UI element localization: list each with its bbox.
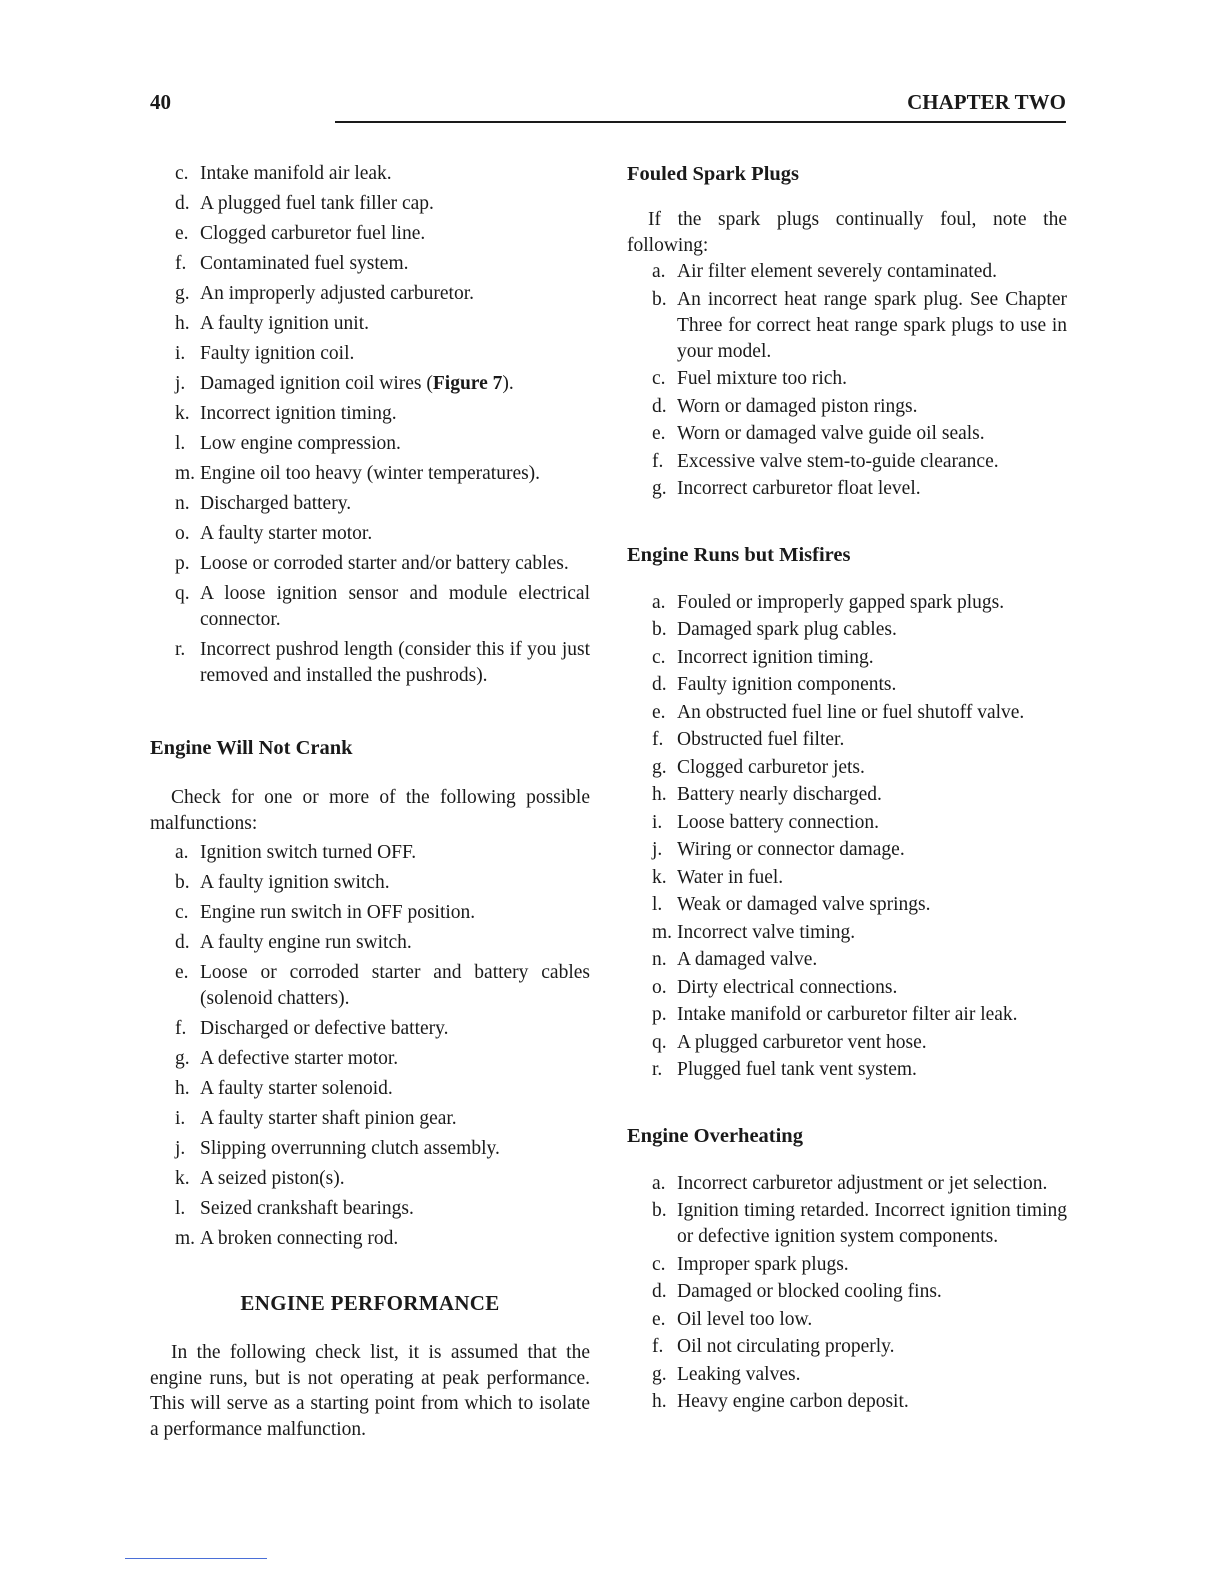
list-item-marker: f. <box>175 253 187 274</box>
list-item-text-main: Faulty ignition coil. <box>200 343 355 364</box>
list-item <box>150 191 590 217</box>
list-item-text <box>200 581 590 633</box>
list-item <box>150 311 590 337</box>
list-item-text <box>677 865 1067 891</box>
list-item-text <box>200 1136 590 1162</box>
list-item-text <box>200 1046 590 1072</box>
list-item-text-main: A loose ignition sensor and module electrical connector. <box>200 583 590 630</box>
list-item-marker: c. <box>175 163 189 184</box>
list-item-text <box>677 421 1067 447</box>
list-item <box>150 491 590 517</box>
list-item-text <box>677 590 1067 616</box>
list-item <box>150 1076 590 1102</box>
list-item-marker: a. <box>652 261 666 282</box>
list-item-marker: m. <box>175 1228 196 1249</box>
list-item-text-main: Fouled or improperly gapped spark plugs. <box>677 591 1005 613</box>
list-item-marker: d. <box>652 674 667 695</box>
list-item-text <box>200 1166 590 1192</box>
list-item <box>627 782 1067 808</box>
list-item-marker: e. <box>652 423 666 444</box>
list-item-text <box>200 900 590 926</box>
list-item <box>627 1279 1067 1305</box>
list-item-marker: q. <box>652 1031 667 1053</box>
list-item-text <box>677 947 1067 973</box>
list-item <box>150 221 590 247</box>
list-item-marker: h. <box>175 1078 190 1099</box>
list-item-text <box>200 431 590 457</box>
list-item-marker: e. <box>175 223 189 244</box>
list-item-text <box>677 1002 1067 1028</box>
list-item-text-tail: ). <box>502 373 514 394</box>
list-item-marker: j. <box>652 839 663 860</box>
list-item-text-main: Damaged spark plug cables. <box>677 619 897 640</box>
list-item-text <box>200 521 590 547</box>
list-item-marker: p. <box>175 553 190 574</box>
list-item-text-main: Incorrect ignition timing. <box>200 403 397 424</box>
list-item <box>627 366 1067 392</box>
list-item-marker: h. <box>175 313 190 334</box>
fouled-intro-paragraph: If the spark plugs continually foul, note the following: <box>627 209 1067 256</box>
list-item <box>627 892 1067 918</box>
list-item-marker: f. <box>175 1018 187 1039</box>
list-item-text <box>200 930 590 956</box>
left-column <box>150 161 590 1442</box>
list-item-text-main: A faulty starter solenoid. <box>200 1078 393 1099</box>
list-item-text-main: An obstructed fuel line or fuel shutoff valve. <box>677 701 1025 723</box>
list-item-text-main: Loose battery connection. <box>677 811 879 833</box>
list-item <box>627 755 1067 781</box>
list-item-text-main: Discharged battery. <box>200 493 352 514</box>
list-item-text-main: Oil not circulating properly. <box>677 1336 895 1357</box>
list-item <box>627 449 1067 475</box>
list-item-text <box>677 1279 1067 1305</box>
list-item-text-main: A damaged valve. <box>677 949 818 970</box>
list-item-marker: o. <box>652 976 667 998</box>
overheat-cause-list <box>627 1171 1067 1416</box>
list-item-text-main: Leaking valves. <box>677 1363 801 1385</box>
list-item <box>150 960 590 1012</box>
list-item <box>627 394 1067 420</box>
list-item <box>627 421 1067 447</box>
list-item <box>150 637 590 689</box>
list-item <box>627 1334 1067 1360</box>
list-item-text-main: A faulty starter motor. <box>200 523 373 544</box>
list-item-marker: a. <box>652 1172 666 1194</box>
list-item-text-main: Incorrect pushrod length (consider this if you just removed and installed the pushrods). <box>200 639 590 686</box>
list-item-text-main: Damaged or blocked cooling fins. <box>677 1281 942 1302</box>
list-item <box>627 975 1067 1001</box>
list-item-text <box>677 1030 1067 1056</box>
list-item-text <box>677 449 1067 475</box>
list-item <box>627 1198 1067 1250</box>
list-item-marker: i. <box>175 343 186 364</box>
section-heading-engine-performance: ENGINE PERFORMANCE <box>240 1291 500 1315</box>
list-item-text <box>200 161 590 187</box>
list-item <box>627 645 1067 671</box>
list-item-text-main: A faulty engine run switch. <box>200 932 412 953</box>
list-item <box>627 1171 1067 1197</box>
list-item-text <box>200 371 590 397</box>
list-item-text-main: Improper spark plugs. <box>677 1253 849 1275</box>
list-item-marker: k. <box>175 403 190 424</box>
list-item-text <box>677 1307 1067 1333</box>
list-item-text-main: Air filter element severely contaminated. <box>677 261 997 282</box>
list-item-text <box>677 920 1067 946</box>
figure-reference: Figure 7 <box>432 373 503 394</box>
list-item-marker: f. <box>652 1336 664 1357</box>
list-item-text-main: Incorrect valve timing. <box>677 921 856 943</box>
list-item-text <box>677 1057 1067 1083</box>
list-item-marker: i. <box>652 811 663 833</box>
list-item-text-main: Contaminated fuel system. <box>200 253 409 274</box>
list-item-text-main: Loose or corroded starter and/or battery cables. <box>200 553 569 574</box>
list-item-marker: c. <box>175 902 189 923</box>
list-item-marker: q. <box>175 583 190 604</box>
list-item-marker: e. <box>652 1308 666 1330</box>
list-item <box>150 1166 590 1192</box>
right-column <box>627 161 1067 1417</box>
list-item-marker: m. <box>652 921 673 943</box>
list-item-marker: c. <box>652 1253 666 1275</box>
list-item-text-main: Clogged carburetor fuel line. <box>200 223 426 244</box>
list-item-marker: g. <box>652 478 667 499</box>
list-item-marker: b. <box>175 872 190 893</box>
list-item <box>150 371 590 397</box>
list-item <box>150 1046 590 1072</box>
list-item-text-main: Ignition switch turned OFF. <box>200 842 417 863</box>
fouled-cause-list <box>627 259 1067 502</box>
list-item-text <box>200 960 590 1012</box>
heading-engine-runs-but-misfires: Engine Runs but Misfires <box>627 543 851 566</box>
list-item-text <box>677 755 1067 781</box>
list-item-marker: k. <box>652 866 667 888</box>
list-item <box>150 161 590 187</box>
list-item-text-main: Excessive valve stem-to-guide clearance. <box>677 450 999 472</box>
list-item-text <box>200 341 590 367</box>
list-item <box>627 1002 1067 1028</box>
list-item <box>150 281 590 307</box>
list-item-marker: k. <box>175 1168 190 1189</box>
list-item-text-main: A faulty ignition unit. <box>200 313 369 334</box>
list-item <box>150 341 590 367</box>
crank-cause-list <box>150 840 590 1252</box>
list-item-text-main: Intake manifold or carburetor filter air leak. <box>677 1004 1018 1025</box>
list-item <box>627 1362 1067 1388</box>
list-item <box>627 617 1067 643</box>
list-item-marker: b. <box>652 619 667 640</box>
list-item-text-main: A plugged carburetor vent hose. <box>677 1031 927 1053</box>
list-item-marker: j. <box>175 1138 186 1159</box>
list-item-text <box>200 840 590 866</box>
list-item-marker: c. <box>652 646 666 668</box>
list-item-text <box>677 727 1067 753</box>
list-item-marker: e. <box>652 701 666 723</box>
list-item-text-main: A faulty ignition switch. <box>200 872 390 893</box>
list-item-text <box>677 617 1067 643</box>
page-number: 40 <box>150 90 171 114</box>
list-item-text-main: Worn or damaged valve guide oil seals. <box>677 423 985 444</box>
list-item-marker: n. <box>652 949 667 970</box>
list-item-text <box>200 1076 590 1102</box>
list-item-text-main: Intake manifold air leak. <box>200 163 392 184</box>
list-item-text-main: Ignition timing retarded. Incorrect ignition timing or defective ignition system components. <box>677 1200 1067 1247</box>
list-item-marker: h. <box>652 1391 667 1412</box>
list-item-text <box>677 394 1067 420</box>
list-item <box>150 930 590 956</box>
list-item <box>627 672 1067 698</box>
list-item-text <box>677 1334 1067 1360</box>
list-item <box>627 1307 1067 1333</box>
list-item-text-main: Fuel mixture too rich. <box>677 368 848 389</box>
misfire-cause-list <box>627 590 1067 1084</box>
list-item-text <box>200 491 590 517</box>
list-item-text-main: An improperly adjusted carburetor. <box>200 283 474 304</box>
list-item <box>150 401 590 427</box>
list-item-text-main: Slipping overrunning clutch assembly. <box>200 1138 500 1159</box>
engine-performance-paragraph: In the following check list, it is assumed that the engine runs, but is not operating at peak performance. This will serve as a starting point from which to isolate a performance malfunction. <box>150 1342 590 1440</box>
list-item-marker: d. <box>652 1281 667 1302</box>
list-item-text-main: Worn or damaged piston rings. <box>677 395 918 417</box>
list-item-text-main: Damaged ignition coil wires ( <box>200 373 433 394</box>
list-item <box>627 287 1067 365</box>
list-item-text-main: A faulty starter shaft pinion gear. <box>200 1108 457 1129</box>
list-item <box>150 521 590 547</box>
list-item-text-main: A plugged fuel tank filler cap. <box>200 193 434 214</box>
list-item <box>150 900 590 926</box>
list-item-text-main: Low engine compression. <box>200 433 401 454</box>
list-item-text-main: Weak or damaged valve springs. <box>677 894 931 915</box>
list-item-text <box>200 551 590 577</box>
list-item <box>627 1389 1067 1415</box>
list-item <box>627 590 1067 616</box>
list-item-text <box>677 837 1067 863</box>
list-item-text-main: Incorrect carburetor float level. <box>677 478 921 499</box>
list-item-text-main: Faulty ignition components. <box>677 674 897 695</box>
list-item-marker: e. <box>175 962 189 983</box>
list-item-marker: a. <box>175 842 189 863</box>
list-item-marker: f. <box>652 729 664 750</box>
list-item <box>627 259 1067 285</box>
list-item <box>627 727 1067 753</box>
list-item-marker: r. <box>652 1059 663 1080</box>
list-item-marker: m. <box>175 463 196 484</box>
list-item-marker: d. <box>175 932 190 953</box>
crank-intro-paragraph: Check for one or more of the following possible malfunctions: <box>150 787 590 834</box>
list-item-text <box>677 700 1067 726</box>
list-item <box>627 1057 1067 1083</box>
list-item-text-main: Plugged fuel tank vent system. <box>677 1059 917 1080</box>
list-item-marker: i. <box>175 1108 186 1129</box>
list-item <box>150 431 590 457</box>
list-item <box>150 1106 590 1132</box>
list-item-text <box>200 461 590 487</box>
list-item-text-main: Engine oil too heavy (winter temperatures). <box>200 463 541 484</box>
list-item-marker: c. <box>652 368 666 389</box>
list-item-text-main: An incorrect heat range spark plug. See Chapter Three for correct heat range spark plugs to use in your model. <box>677 288 1067 362</box>
list-item-text <box>200 637 590 689</box>
list-item <box>627 1030 1067 1056</box>
list-item-text-main: A broken connecting rod. <box>200 1228 399 1249</box>
list-item-text-main: Loose or corroded starter and battery cables (solenoid chatters). <box>200 962 590 1009</box>
list-item-text-main: Dirty electrical connections. <box>677 976 898 998</box>
list-item-marker: a. <box>652 591 666 613</box>
list-item-marker: p. <box>652 1004 667 1025</box>
list-item-text <box>677 782 1067 808</box>
list-item-text <box>677 892 1067 918</box>
list-item-text <box>677 1362 1067 1388</box>
list-item-marker: g. <box>652 756 667 778</box>
list-item-text <box>677 366 1067 392</box>
list-item <box>150 1016 590 1042</box>
list-item-marker: f. <box>652 450 664 472</box>
list-item-marker: d. <box>175 193 190 214</box>
list-item-text-main: Wiring or connector damage. <box>677 839 905 860</box>
list-item-text <box>200 401 590 427</box>
list-item-marker: l. <box>175 433 186 454</box>
list-item-text-main: A defective starter motor. <box>200 1048 399 1069</box>
heading-engine-will-not-crank: Engine Will Not Crank <box>150 737 353 759</box>
list-item-marker: b. <box>652 288 667 310</box>
list-item <box>627 476 1067 502</box>
list-item <box>627 837 1067 863</box>
list-item-text <box>200 221 590 247</box>
list-item-text <box>677 287 1067 365</box>
list-item <box>627 700 1067 726</box>
list-item-text-main: Discharged or defective battery. <box>200 1018 449 1039</box>
list-item-text <box>677 975 1067 1001</box>
list-item-text-main: Heavy engine carbon deposit. <box>677 1391 909 1412</box>
list-item-text <box>200 1226 590 1252</box>
list-item <box>150 1136 590 1162</box>
list-item-text <box>200 281 590 307</box>
list-item <box>627 1252 1067 1278</box>
list-item-marker: n. <box>175 493 190 514</box>
list-item-marker: j. <box>175 373 186 394</box>
list-item <box>627 810 1067 836</box>
list-item-text <box>200 1196 590 1222</box>
footer-link-line <box>125 1558 267 1559</box>
list-item-text <box>200 311 590 337</box>
list-item-text <box>200 251 590 277</box>
chapter-title: CHAPTER TWO <box>907 90 1066 114</box>
list-item <box>150 251 590 277</box>
list-item-text <box>677 672 1067 698</box>
list-item-marker: g. <box>652 1363 667 1385</box>
list-item-text <box>677 810 1067 836</box>
list-item-text-main: A seized piston(s). <box>200 1168 345 1189</box>
list-item-text-main: Oil level too low. <box>677 1308 813 1330</box>
list-item-marker: h. <box>652 784 667 805</box>
list-item <box>150 870 590 896</box>
list-item-marker: g. <box>175 283 190 304</box>
list-item <box>627 947 1067 973</box>
list-item <box>150 551 590 577</box>
list-item-marker: b. <box>652 1200 667 1221</box>
list-item-text <box>677 1198 1067 1250</box>
list-item-text-main: Incorrect carburetor adjustment or jet selection. <box>677 1172 1048 1194</box>
list-item-text <box>677 259 1067 285</box>
list-item-text <box>677 1389 1067 1415</box>
list-item <box>150 461 590 487</box>
list-item-text-main: Obstructed fuel filter. <box>677 729 845 750</box>
list-item <box>150 1226 590 1252</box>
list-item-marker: g. <box>175 1048 190 1069</box>
list-item <box>150 840 590 866</box>
list-item-text <box>200 870 590 896</box>
list-item-marker: r. <box>175 639 186 660</box>
list-item-text <box>677 476 1067 502</box>
heading-fouled-spark-plugs: Fouled Spark Plugs <box>627 163 800 185</box>
list-item-text-main: Engine run switch in OFF position. <box>200 902 476 923</box>
list-item-text-main: Water in fuel. <box>677 866 784 888</box>
list-item-text-main: Incorrect ignition timing. <box>677 646 874 668</box>
list-item-text-main: Seized crankshaft bearings. <box>200 1198 414 1219</box>
list-item-marker: d. <box>652 395 667 417</box>
list-item-marker: o. <box>175 523 190 544</box>
list-item <box>627 865 1067 891</box>
list-item-text <box>200 1106 590 1132</box>
list-item-text-main: Clogged carburetor jets. <box>677 756 865 778</box>
list-item-marker: l. <box>175 1198 186 1219</box>
heading-engine-overheating: Engine Overheating <box>627 1124 803 1147</box>
header-rule <box>335 121 1066 123</box>
cause-list-continued <box>150 161 590 689</box>
list-item-text <box>677 1171 1067 1197</box>
list-item-text <box>200 191 590 217</box>
list-item-text <box>200 1016 590 1042</box>
list-item <box>627 920 1067 946</box>
list-item <box>150 1196 590 1222</box>
list-item-text <box>677 645 1067 671</box>
list-item <box>150 581 590 633</box>
list-item-text-main: Battery nearly discharged. <box>677 784 882 805</box>
list-item-marker: l. <box>652 894 663 915</box>
list-item-text <box>677 1252 1067 1278</box>
